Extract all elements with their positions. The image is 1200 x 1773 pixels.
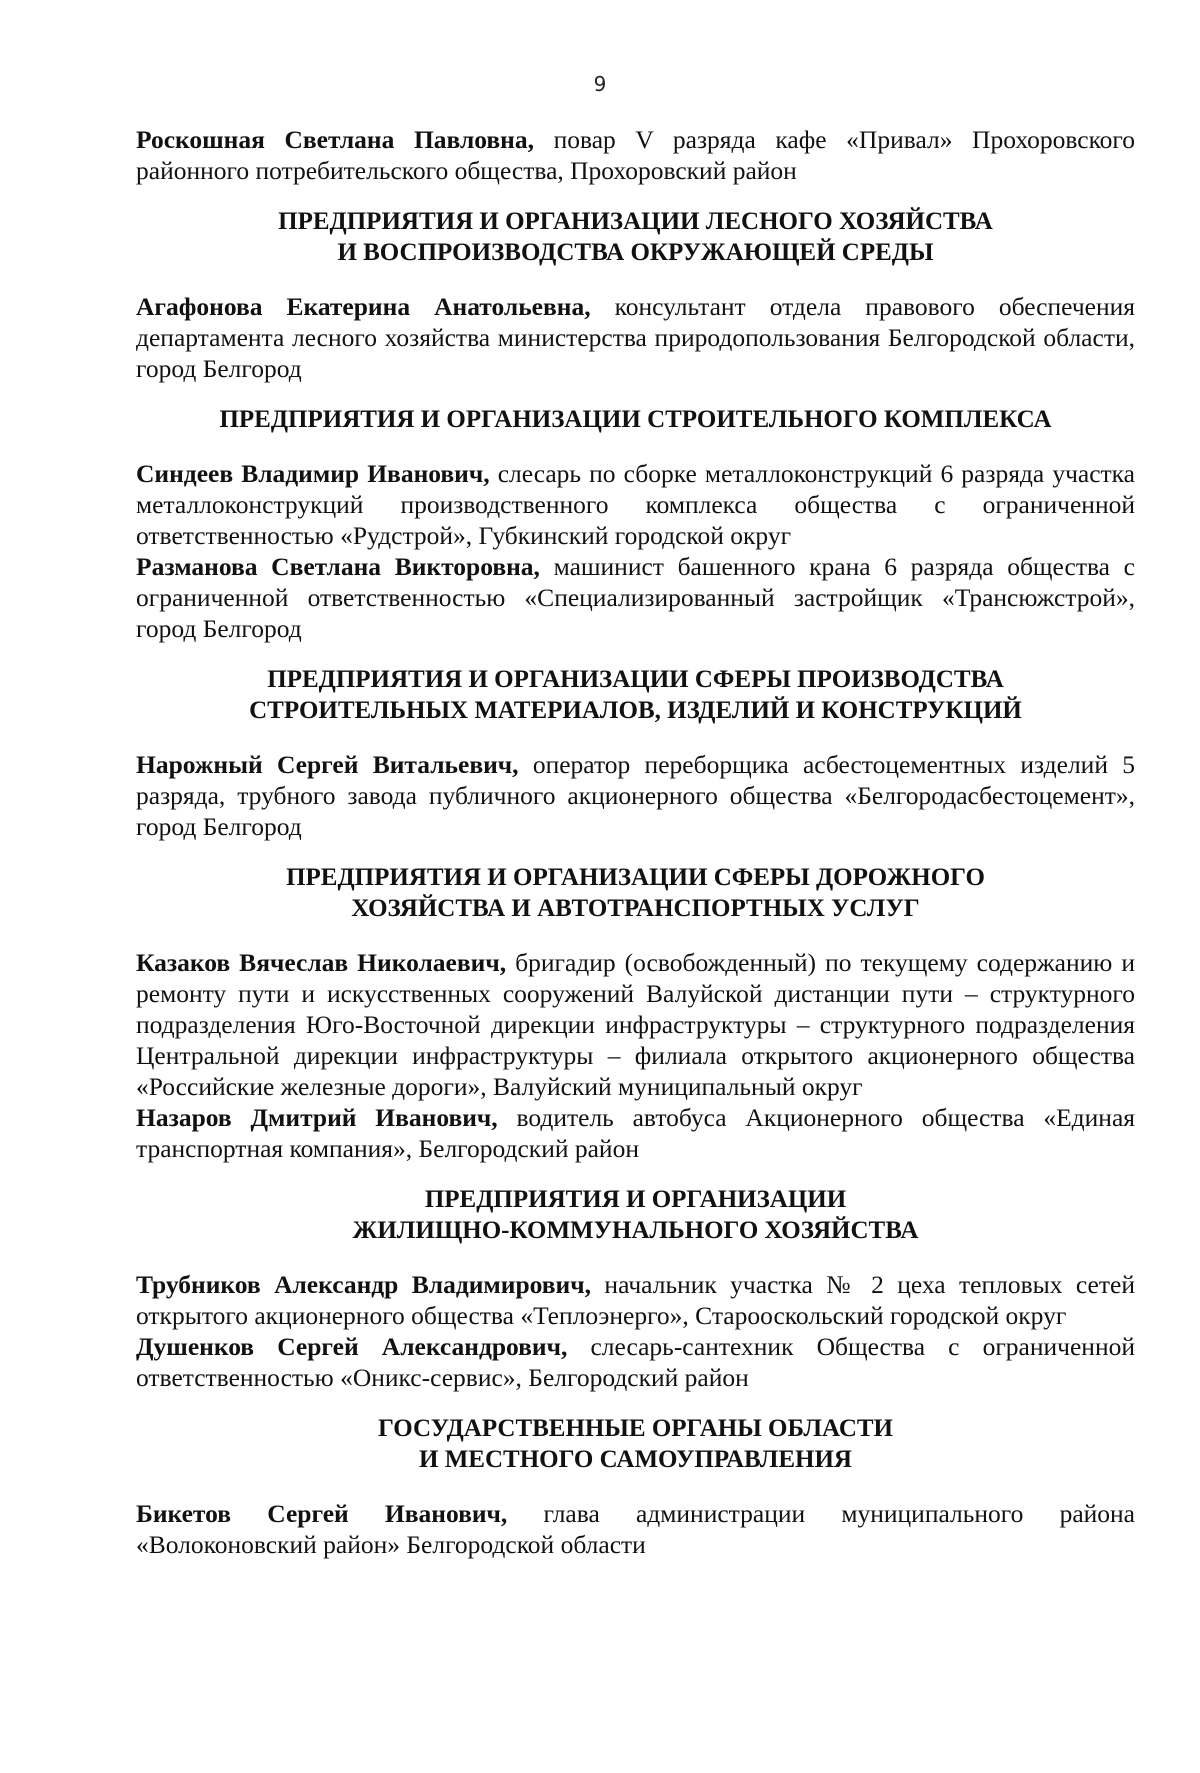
awardee-name: Назаров Дмитрий Иванович, (136, 1103, 498, 1132)
section-heading-line: ХОЗЯЙСТВА И АВТОТРАНСПОРТНЫХ УСЛУГ (351, 895, 920, 922)
section-spacer (136, 842, 1135, 862)
section-heading-line: СТРОИТЕЛЬНЫХ МАТЕРИАЛОВ, ИЗДЕЛИЙ И КОНСТРУКЦИЙ (249, 697, 1022, 724)
section-spacer (136, 1164, 1135, 1184)
awardee-entry (136, 1269, 1135, 1331)
awardee-description: слесарь по сборке металлоконструкций 6 разряда участка металлоконструкций производственного комплекса общества с ограниченной ответственностью «Рудстрой», Губкинский городской округ (136, 459, 1135, 550)
awardee-entry (136, 1102, 1135, 1164)
page-number: 9 (593, 72, 607, 96)
awardee-description: бригадир (освобожденный) по текущему содержанию и ремонту пути и искусственных сооружений Валуйской дистанции пути – структурного подразделения Юго-Восточной дирекции инфраструктуры – структурного подразделения Центральной дирекции инфраструктуры – филиала открытого акционерного общества «Российские железные дороги», Валуйский муниципальный округ (136, 948, 1135, 1101)
awardee-name: Агафонова Екатерина Анатольевна, (136, 292, 591, 321)
section-heading-line: ПРЕДПРИЯТИЯ И ОРГАНИЗАЦИИ СФЕРЫ ДОРОЖНОГО (286, 864, 985, 891)
awardee-name: Разманова Светлана Викторовна, (136, 552, 540, 581)
awardee-name: Казаков Вячеслав Николаевич, (136, 948, 507, 977)
document-body (136, 124, 1135, 1560)
section-spacer (136, 435, 1135, 458)
awardee-description: машинист башенного крана 6 разряда общества с ограниченной ответственностью «Специализированный застройщик «Трансюжстрой», город Белгород (136, 552, 1135, 643)
section-heading (136, 1413, 1135, 1475)
section-spacer (136, 1393, 1135, 1413)
section-heading-line: ПРЕДПРИЯТИЯ И ОРГАНИЗАЦИИ ЛЕСНОГО ХОЗЯЙСТВА (278, 208, 993, 235)
section-spacer (136, 726, 1135, 749)
section-heading (136, 206, 1135, 268)
awardee-entry (136, 947, 1135, 1102)
awardee-entry (136, 124, 1135, 186)
section-spacer (136, 1246, 1135, 1269)
section-heading-line: ЖИЛИЩНО-КОММУНАЛЬНОГО ХОЗЯЙСТВА (352, 1217, 919, 1244)
section-heading (136, 862, 1135, 924)
section-heading (136, 1184, 1135, 1246)
section-spacer (136, 186, 1135, 206)
awardee-name: Трубников Александр Владимирович, (136, 1270, 591, 1299)
section-heading-line: ПРЕДПРИЯТИЯ И ОРГАНИЗАЦИИ СФЕРЫ ПРОИЗВОДСТВА (267, 666, 1004, 693)
awardee-name: Синдеев Владимир Иванович, (136, 459, 490, 488)
section-heading-line: ПРЕДПРИЯТИЯ И ОРГАНИЗАЦИИ (424, 1186, 847, 1213)
awardee-description: повар V разряда кафе «Привал» Прохоровского районного потребительского общества, Прохоровский район (136, 125, 1135, 185)
section-spacer (136, 384, 1135, 404)
awardee-entry (136, 291, 1135, 384)
awardee-name: Нарожный Сергей Витальевич, (136, 750, 519, 779)
section-heading-line: ГОСУДАРСТВЕННЫЕ ОРГАНЫ ОБЛАСТИ (377, 1415, 893, 1442)
awardee-name: Роскошная Светлана Павловна, (136, 125, 534, 154)
awardee-name: Душенков Сергей Александрович, (136, 1332, 568, 1361)
awardee-entry (136, 458, 1135, 551)
awardee-description: слесарь-сантехник Общества с ограниченной ответственностью «Оникс-сервис», Белгородский район (136, 1332, 1135, 1392)
section-heading-line: И ВОСПРОИЗВОДСТВА ОКРУЖАЮЩЕЙ СРЕДЫ (337, 239, 934, 266)
awardee-entry (136, 551, 1135, 644)
section-spacer (136, 1475, 1135, 1498)
awardee-entry (136, 1331, 1135, 1393)
awardee-description: водитель автобуса Акционерного общества «Единая транспортная компания», Белгородский район (136, 1103, 1135, 1163)
awardee-entry (136, 749, 1135, 842)
awardee-description: глава администрации муниципального района «Волоконовский район» Белгородской области (136, 1499, 1135, 1559)
awardee-description: консультант отдела правового обеспечения департамента лесного хозяйства министерства природопользования Белгородской области, город Белгород (136, 292, 1135, 383)
awardee-name: Бикетов Сергей Иванович, (136, 1499, 508, 1528)
section-heading-line: ПРЕДПРИЯТИЯ И ОРГАНИЗАЦИИ СТРОИТЕЛЬНОГО КОМПЛЕКСА (219, 406, 1052, 433)
section-heading (136, 404, 1135, 435)
section-spacer (136, 268, 1135, 291)
awardee-description: начальник участка № 2 цеха тепловых сетей открытого акционерного общества «Теплоэнерго», Старооскольский городской округ (136, 1270, 1135, 1330)
section-spacer (136, 924, 1135, 947)
awardee-entry (136, 1498, 1135, 1560)
section-heading-line: И МЕСТНОГО САМОУПРАВЛЕНИЯ (419, 1446, 852, 1473)
awardee-description: оператор переборщика асбестоцементных изделий 5 разряда, трубного завода публичного акционерного общества «Белгородасбестоцемент», город Белгород (136, 750, 1135, 841)
section-spacer (136, 644, 1135, 664)
section-heading (136, 664, 1135, 726)
